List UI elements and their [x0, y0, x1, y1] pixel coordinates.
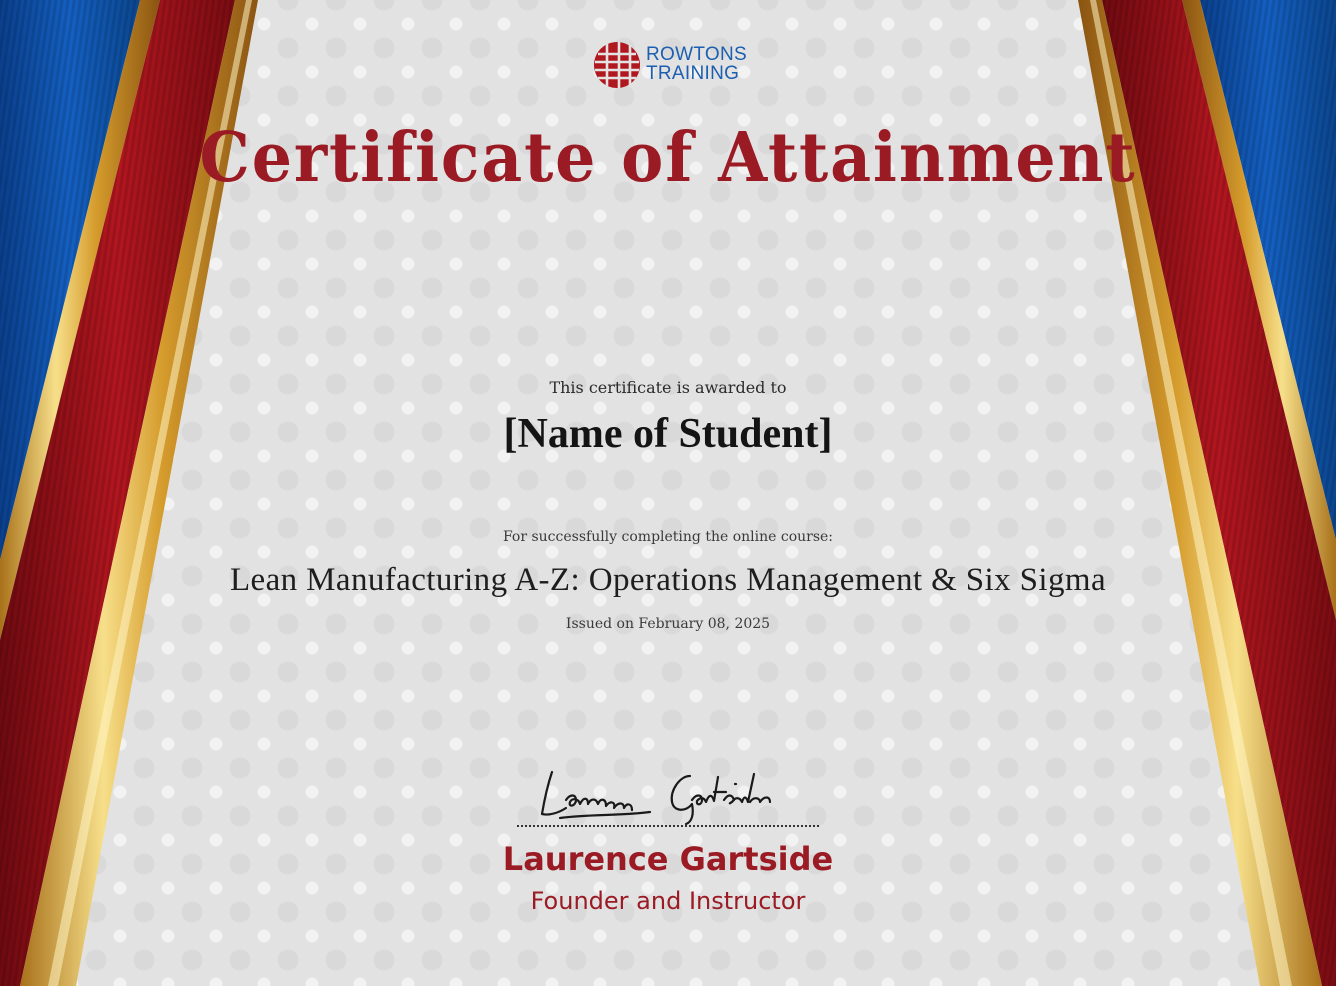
certificate-title: Certificate of Attainment	[199, 118, 1137, 198]
issue-date: Issued on February 08, 2025	[565, 616, 771, 632]
logo-line-1: ROWTONS	[646, 44, 747, 65]
signatory-role: Founder and Instructor	[530, 887, 806, 915]
logo-wordmark	[646, 45, 747, 83]
signatory-name: Laurence Gartside	[502, 840, 834, 878]
signature-line	[517, 825, 819, 827]
logo-line-2: TRAINING	[646, 63, 740, 84]
rowtons-logo	[592, 40, 752, 92]
rowtons-globe-logo-icon	[592, 40, 642, 90]
completion-label: For successfully completing the online course:	[502, 529, 834, 545]
student-name: [Name of Student]	[503, 411, 833, 457]
handwritten-signature	[530, 762, 820, 826]
awarded-to-label: This certificate is awarded to	[549, 378, 787, 397]
course-title: Lean Manufacturing A-Z: Operations Management & Six Sigma	[229, 562, 1106, 598]
